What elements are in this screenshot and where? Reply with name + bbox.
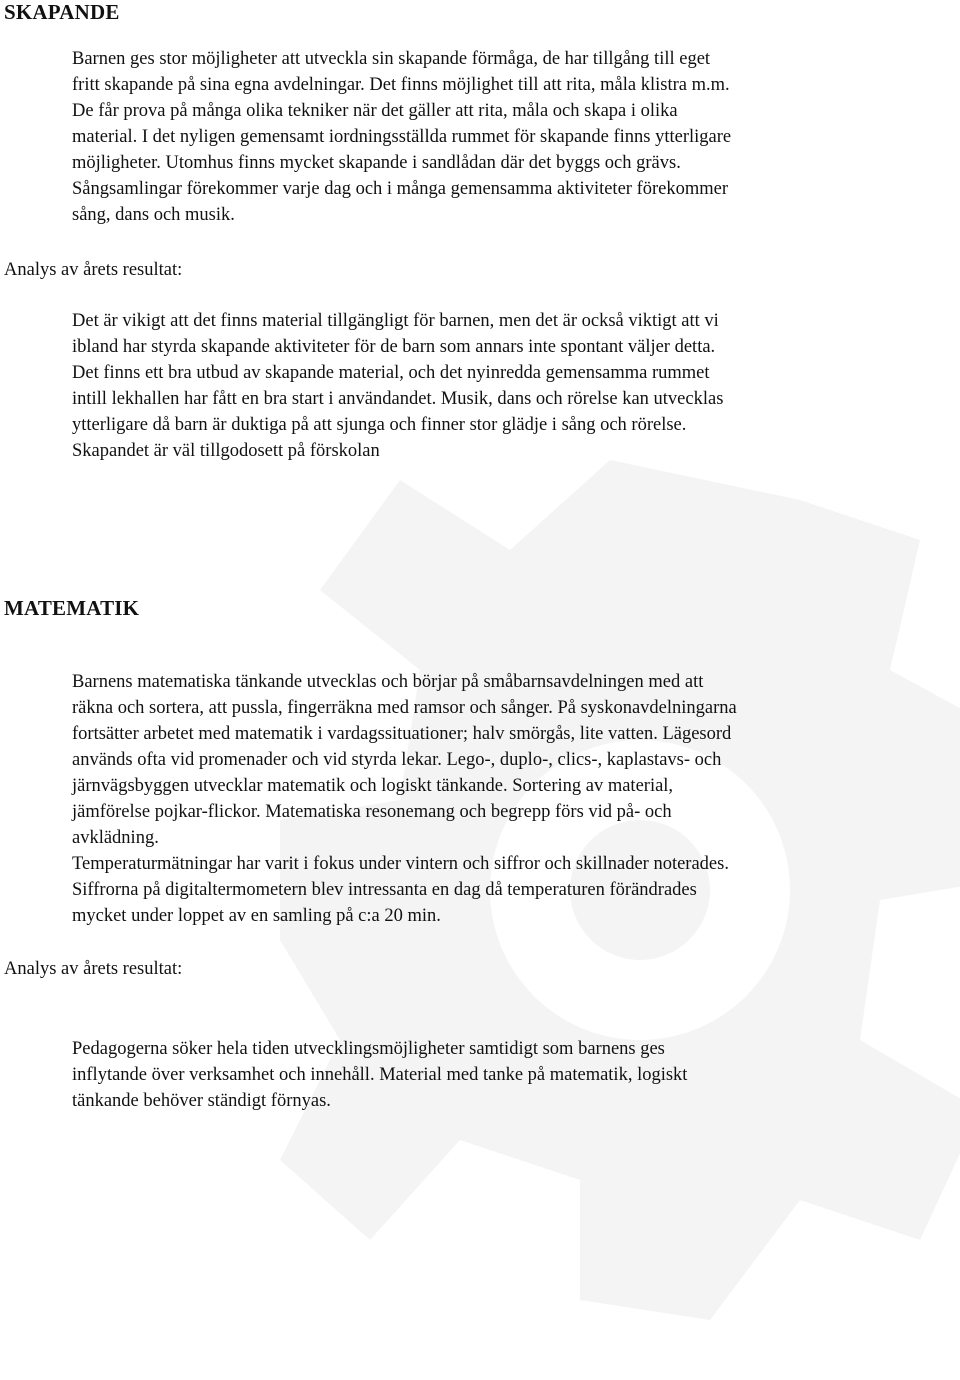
text-line: tänkande behöver ständigt förnyas. — [72, 1091, 331, 1111]
text-line: Temperaturmätningar har varit i fokus under vintern och siffror och skillnader noterades. — [72, 854, 729, 874]
text-line: fortsätter arbetet med matematik i vardagssituationer; halv smörgås, lite vatten. Lägesord — [72, 724, 732, 744]
text-line: ibland har styrda skapande aktiviteter för de barn som annars inte spontant väljer detta. — [72, 337, 716, 357]
text-line: Pedagogerna söker hela tiden utvecklingsmöjligheter samtidigt som barnens ges — [72, 1039, 665, 1059]
text-line: Barnens matematiska tänkande utvecklas och börjar på småbarnsavdelningen med att — [72, 672, 704, 692]
text-line: används ofta vid promenader och vid styrda lekar. Lego-, duplo-, clics-, kaplastavs- och — [72, 750, 722, 770]
analysis-label-matematik: Analys av årets resultat: — [4, 959, 183, 979]
text-line: jämförelse pojkar-flickor. Matematiska resonemang och begrepp förs vid på- och — [72, 802, 672, 822]
text-line: inflytande över verksamhet och innehåll. Material med tanke på matematik, logiskt — [72, 1065, 688, 1085]
analysis-body-matematik — [72, 1036, 932, 1114]
text-line: Siffrorna på digitaltermometern blev intressanta en dag då temperaturen förändrades — [72, 880, 697, 900]
text-line: Sångsamlingar förekommer varje dag och i många gemensamma aktiviteter förekommer — [72, 179, 729, 199]
text-line: Barnen ges stor möjligheter att utveckla sin skapande förmåga, de har tillgång till eget — [72, 49, 711, 69]
text-line: möjligheter. Utomhus finns mycket skapande i sandlådan där det byggs och grävs. — [72, 153, 681, 173]
analysis-body-skapande — [72, 308, 932, 464]
text-line: sång, dans och musik. — [72, 205, 235, 225]
text-line: De får prova på många olika tekniker när det gäller att rita, måla och skapa i olika — [72, 101, 678, 121]
text-line: räkna och sortera, att pussla, fingerräkna med ramsor och sånger. På syskonavdelningarna — [72, 698, 737, 718]
text-line: Skapandet är väl tillgodosett på förskolan — [72, 441, 380, 461]
text-line: mycket under loppet av en samling på c:a 20 min. — [72, 906, 441, 926]
section-heading-skapande: SKAPANDE — [4, 0, 120, 24]
text-line: avklädning. — [72, 828, 159, 848]
section-heading-matematik: MATEMATIK — [4, 596, 140, 620]
text-line: fritt skapande på sina egna avdelningar. Det finns möjlighet till att rita, måla klistra m.m. — [72, 75, 730, 95]
section-body-matematik — [72, 669, 932, 929]
text-line: ytterligare då barn är duktiga på att sjunga och finner stor glädje i sång och rörelse. — [72, 415, 687, 435]
text-line: Det är vikigt att det finns material tillgängligt för barnen, men det är också viktigt att vi — [72, 311, 719, 331]
text-line: Det finns ett bra utbud av skapande material, och det nyinredda gemensamma rummet — [72, 363, 710, 383]
text-line: intill lekhallen har fått en bra start i användandet. Musik, dans och rörelse kan utvecklas — [72, 389, 724, 409]
text-line: material. I det nyligen gemensamt iordningsställda rummet för skapande finns ytterligare — [72, 127, 732, 147]
analysis-label-skapande: Analys av årets resultat: — [4, 260, 183, 280]
section-body-skapande — [72, 46, 932, 228]
text-line: järnvägsbyggen utvecklar matematik och logiskt tänkande. Sortering av material, — [72, 776, 674, 796]
